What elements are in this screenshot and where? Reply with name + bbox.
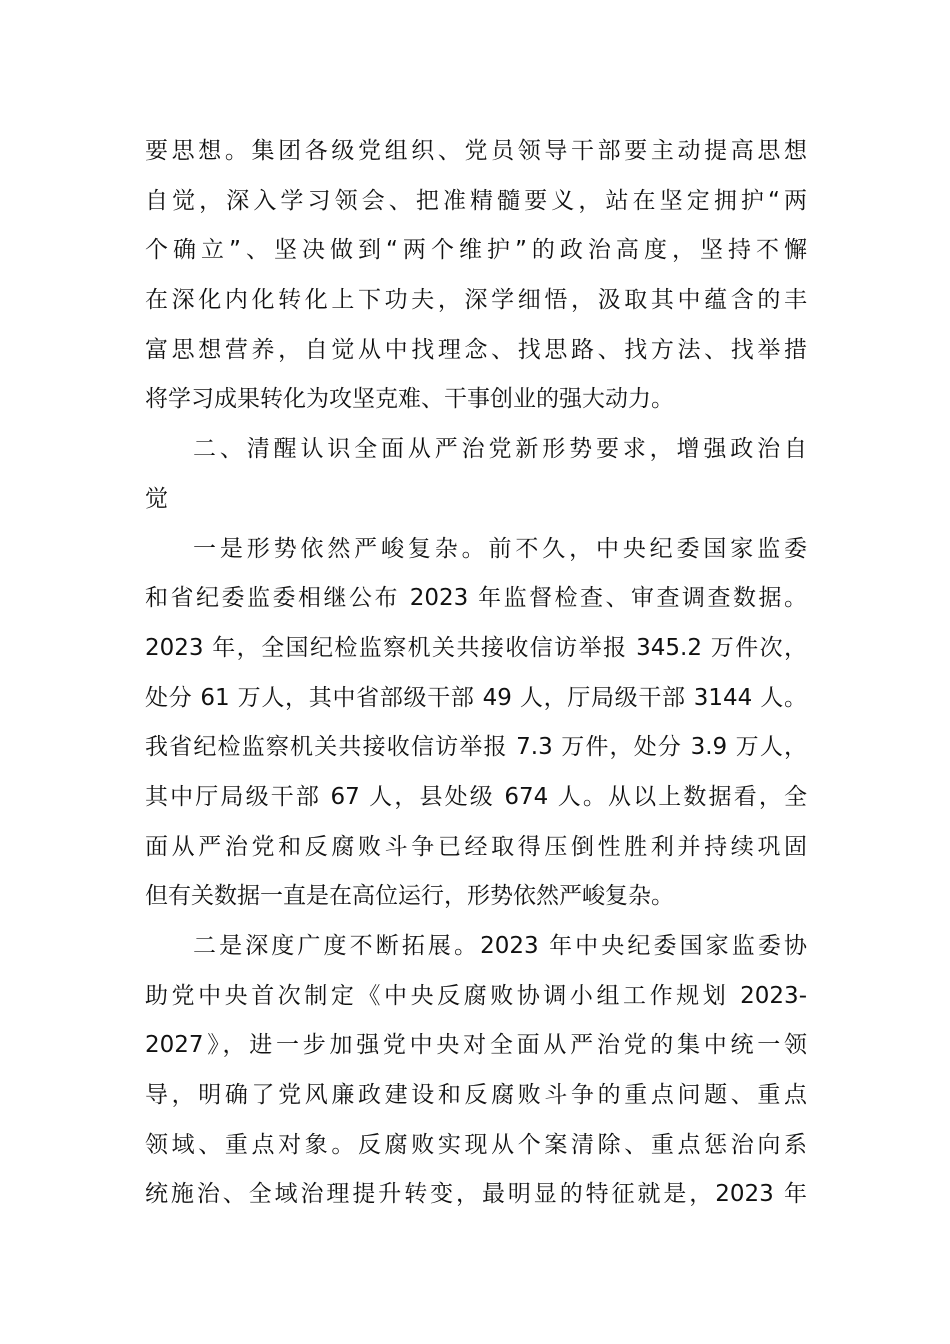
text-line: 个确立”、坚决做到“两个维护”的政治高度，坚持不懈 [145, 237, 807, 264]
paragraph [145, 922, 807, 1220]
text-line: 二、清醒认识全面从严治党新形势要求，增强政治自 [193, 436, 807, 463]
text-line: 领域、重点对象。反腐败实现从个案清除、重点惩治向系 [145, 1131, 807, 1158]
text-line: 面从严治党和反腐败斗争已经取得压倒性胜利并持续巩固 [145, 833, 807, 860]
text-line: 助党中央首次制定《中央反腐败协调小组工作规划 2023- [145, 982, 807, 1009]
text-line: 觉 [145, 485, 168, 512]
text-line: 统施治、全域治理提升转变，最明显的特征就是，2023 年 [145, 1181, 807, 1208]
text-line: 处分 61 万人，其中省部级干部 49 人，厅局级干部 3144 人。 [145, 684, 807, 711]
paragraph [145, 127, 807, 425]
text-line: 要思想。集团各级党组织、党员领导干部要主动提高思想 [145, 138, 807, 164]
paragraph [145, 525, 807, 923]
text-line: 一是形势依然严峻复杂。前不久，中央纪委国家监委 [193, 535, 807, 562]
text-line: 但有关数据一直是在高位运行，形势依然严峻复杂。 [145, 883, 674, 910]
text-line: 在深化内化转化上下功夫，深学细悟，汲取其中蕴含的丰 [145, 287, 807, 314]
text-line: 和省纪委监委相继公布 2023 年监督检查、审查调查数据。 [145, 585, 807, 612]
text-line: 2027》，进一步加强党中央对全面从严治党的集中统一领 [145, 1032, 807, 1059]
text-line: 我省纪检监察机关共接收信访举报 7.3 万件，处分 3.9 万人， [145, 734, 807, 761]
text-line: 2023 年，全国纪检监察机关共接收信访举报 345.2 万件次， [145, 634, 807, 661]
text-line: 富思想营养，自觉从中找理念、找思路、找方法、找举措 [145, 336, 807, 363]
text-line: 二是深度广度不断拓展。2023 年中央纪委国家监委协 [193, 933, 807, 959]
text-line: 其中厅局级干部 67 人，县处级 674 人。从以上数据看，全 [145, 783, 807, 810]
paragraph [145, 425, 807, 524]
text-line: 导，明确了党风廉政建设和反腐败斗争的重点问题、重点 [145, 1082, 807, 1109]
document-page [145, 127, 807, 1220]
text-line: 自觉，深入学习领会、把准精髓要义，站在坚定拥护“两 [145, 187, 807, 214]
text-line: 将学习成果转化为攻坚克难、干事创业的强大动力。 [145, 386, 674, 413]
